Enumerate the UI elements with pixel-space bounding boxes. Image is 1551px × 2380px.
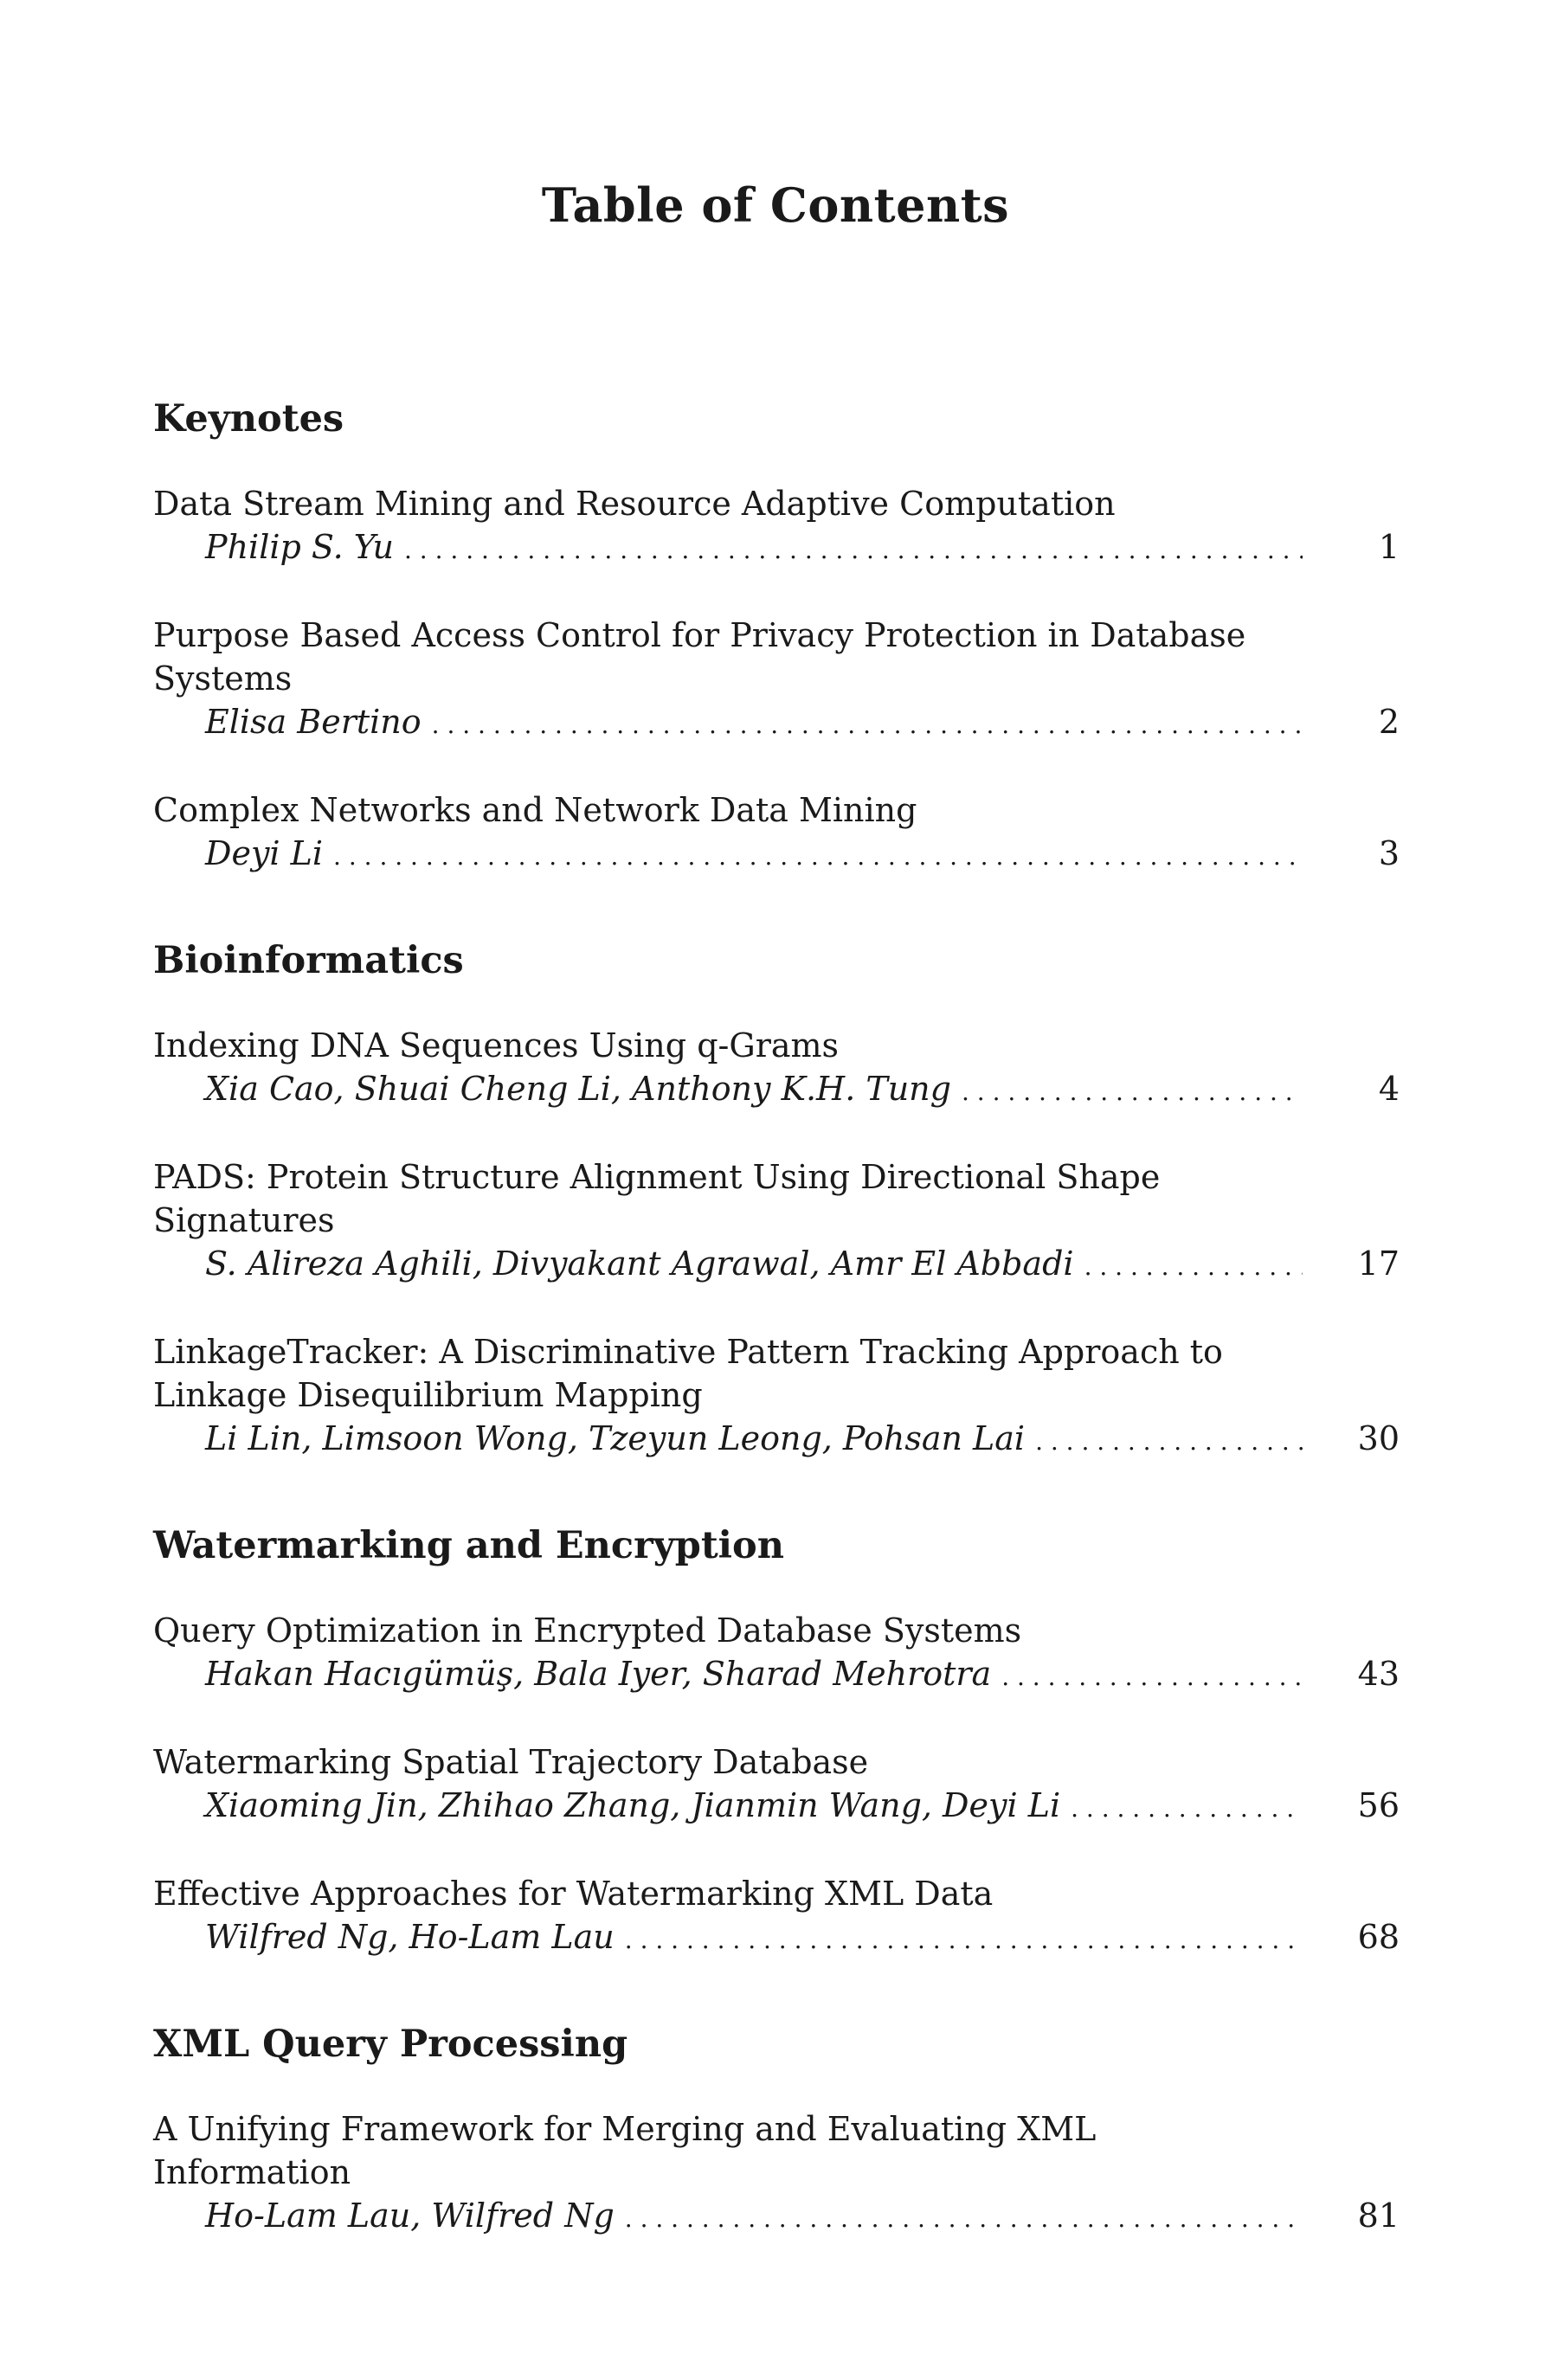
entry-authors: Xiaoming Jin, Zhihao Zhang, Jianmin Wang, Deyi Li [205,1786,1061,1824]
dot-leader [333,835,1303,878]
section-heading: Keynotes [153,397,344,441]
section-heading: Bioinformatics [153,939,464,982]
toc-entry [153,1330,1400,1463]
entry-authors: Xia Cao, Shuai Cheng Li, Anthony K.H. Tung [205,1070,951,1108]
entry-page-number: 81 [1357,2197,1400,2235]
entry-title: Purpose Based Access Control for Privacy Protection in Database Systems [153,616,1246,698]
page-title: Table of Contents [541,177,1010,233]
entry-author-line [205,1417,1400,1463]
entry-page-number: 56 [1357,1786,1400,1824]
entry-page-number: 1 [1378,528,1400,566]
toc-section-keynotes [153,394,1400,878]
dot-leader [1071,1787,1303,1830]
entry-page-number: 4 [1378,1070,1400,1108]
entry-title: Effective Approaches for Watermarking XML Data [153,1875,994,1913]
toc-content [153,394,1400,2241]
entry-title: Indexing DNA Sequences Using q-Grams [153,1026,840,1065]
entry-author-line [205,525,1400,572]
entry-page-number: 68 [1357,1918,1400,1956]
entry-page-number: 43 [1357,1655,1400,1693]
dot-leader [1001,1656,1303,1699]
toc-entry [153,1609,1400,1699]
entry-page-number: 30 [1357,1419,1400,1457]
entry-author-line [205,832,1400,878]
entry-page-number: 2 [1378,703,1400,741]
entry-author-line [205,1784,1400,1830]
entry-authors: Ho-Lam Lau, Wilfred Ng [205,2197,615,2235]
toc-entry [153,2107,1400,2241]
entry-author-line [205,700,1400,747]
entry-authors: Philip S. Yu [205,528,394,566]
dot-leader [625,1919,1303,1962]
entry-author-line [205,1242,1400,1289]
entry-author-line [205,2194,1400,2241]
dot-leader [1035,1420,1303,1463]
toc-entry [153,482,1400,572]
section-heading: Watermarking and Encryption [153,1524,784,1567]
entry-page-number: 17 [1357,1245,1400,1283]
toc-section-bioinformatics [153,936,1400,1463]
entry-author-line [205,1652,1400,1699]
toc-section-watermarking [153,1521,1400,1962]
entry-authors: S. Alireza Aghili, Divyakant Agrawal, Amr El Abbadi [205,1245,1074,1283]
dot-leader [962,1071,1303,1114]
entry-title: PADS: Protein Structure Alignment Using Directional Shape Signatures [153,1158,1161,1239]
toc-entry [153,1155,1400,1289]
entry-authors: Hakan Hacıgümüş, Bala Iyer, Sharad Mehrotra [205,1655,992,1693]
entry-authors: Wilfred Ng, Ho-Lam Lau [205,1918,615,1956]
entry-authors: Deyi Li [205,834,324,872]
entry-title: A Unifying Framework for Merging and Evaluating XML Information [153,2110,1097,2191]
entry-authors: Li Lin, Limsoon Wong, Tzeyun Leong, Pohsan Lai [205,1419,1026,1457]
toc-entry [153,614,1400,747]
entry-title: Data Stream Mining and Resource Adaptive Computation [153,485,1116,523]
entry-page-number: 3 [1378,834,1400,872]
dot-leader [404,529,1303,572]
toc-entry [153,1024,1400,1114]
entry-title: LinkageTracker: A Discriminative Pattern Tracking Approach to Linkage Disequilibrium Mapping [153,1333,1223,1414]
dot-leader [1084,1245,1303,1289]
entry-title: Complex Networks and Network Data Mining [153,791,917,829]
entry-author-line [205,1915,1400,1962]
toc-entry [153,788,1400,878]
entry-authors: Elisa Bertino [205,703,422,741]
dot-leader [432,704,1303,747]
toc-entry [153,1740,1400,1830]
entry-title: Query Optimization in Encrypted Database Systems [153,1611,1022,1650]
entry-author-line [205,1067,1400,1114]
entry-title: Watermarking Spatial Trajectory Database [153,1743,869,1781]
toc-section-xml-query [153,2019,1400,2241]
toc-entry [153,1872,1400,1962]
dot-leader [625,2197,1303,2241]
section-heading: XML Query Processing [153,2023,628,2066]
